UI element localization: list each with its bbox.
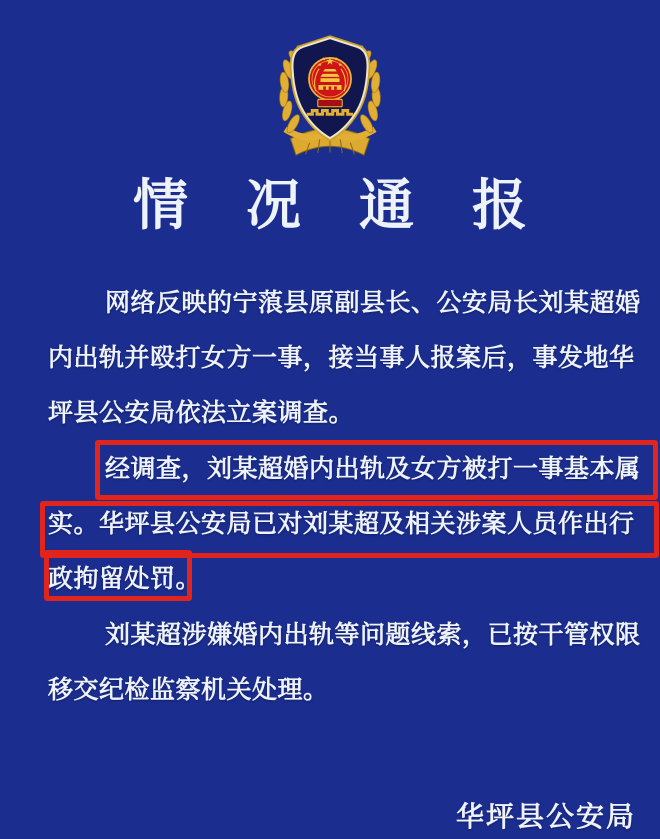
body-line: 移交纪检监察机关处理。 — [48, 676, 329, 704]
chinese-police-badge-icon — [262, 26, 398, 174]
body-line: 坪县公安局依法立案调查。 — [48, 399, 355, 427]
body-line: 网络反映的宁蒗县原副县长、公安局长刘某超婚 — [105, 289, 641, 317]
body-line: 实。华坪县公安局已对刘某超及相关涉案人员作出行 — [48, 510, 635, 538]
body-line: 刘某超涉嫌婚内出轨等问题线索，已按干管权限 — [105, 621, 641, 649]
signature: 华坪县公安局 — [455, 801, 636, 832]
body-line: 内出轨并殴打女方一事，接当事人报案后，事发地华 — [48, 344, 635, 372]
body-line: 经调查，刘某超婚内出轨及女方被打一事基本属 — [105, 455, 641, 483]
body-line: 政拘留处罚。 — [48, 565, 202, 593]
notice-title: 情况通报 — [132, 175, 585, 236]
